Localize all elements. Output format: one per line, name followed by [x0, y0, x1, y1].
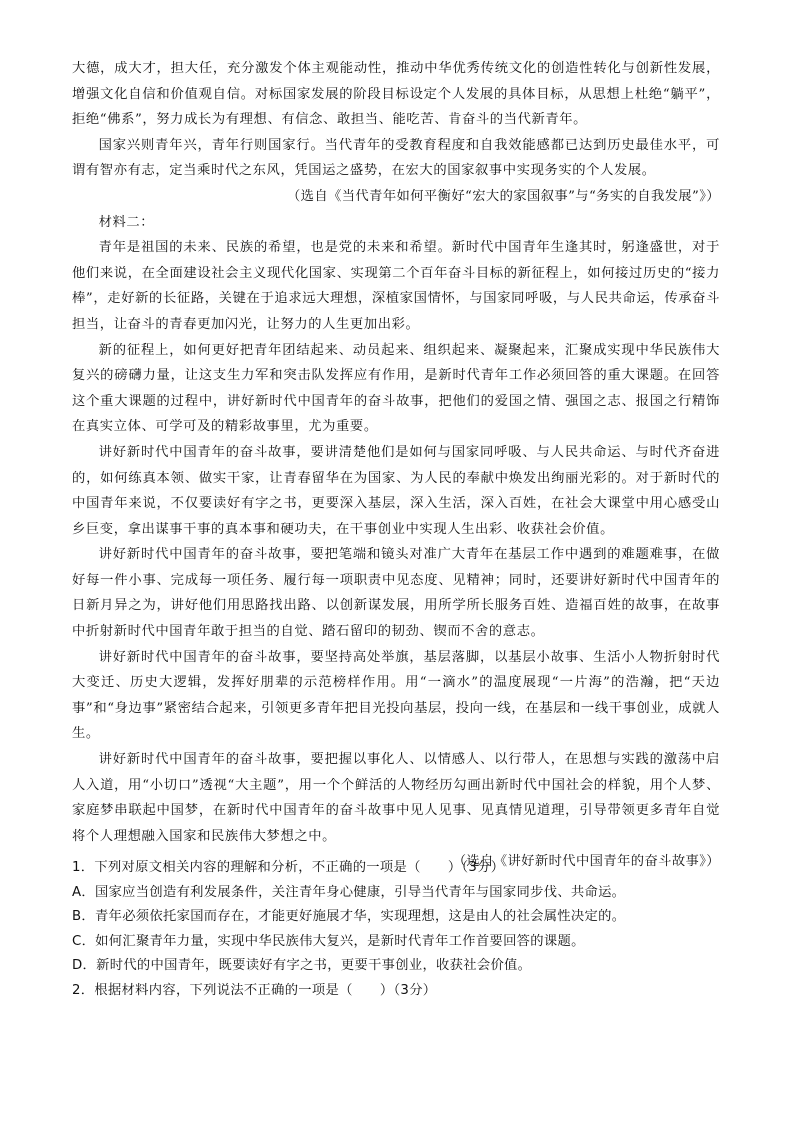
passage-paragraph: 讲好新时代中国青年的奋斗故事，要讲清楚他们是如何与国家同呼吸、与人民共命运、与时代齐奋进的，如何练真本领、做实干家，让青春留华在为国家、为人民的奉献中焕发出绚丽光彩的。对于新时代的中国青年来说，不仅要读好有字之书，更要深入基层，深入生活，深入百姓，在社会大课堂中用心感受山乡巨变，拿出谋事干事的真本事和硬功夫，在干事创业中实现人生出彩、收获社会价值。 — [72, 444, 720, 537]
answer-option-c: C．如何汇聚青年力量，实现中华民族伟大复兴，是新时代青年工作首要回答的课题。 — [72, 933, 585, 949]
question-stem: 1．下列对原文相关内容的理解和分析，不正确的一项是（ ）（3分） — [72, 860, 505, 875]
question-stem: 2．根据材料内容，下列说法不正确的一项是（ ）（3分） — [72, 982, 437, 998]
source-citation: （选自《讲好新时代中国青年的奋斗故事》） — [452, 854, 720, 870]
source-citation: （选自《当代青年如何平衡好“宏大的家国叙事”与“务实的自我发展”》） — [286, 188, 720, 204]
passage-paragraph: 讲好新时代中国青年的奋斗故事，要坚持高处举旗，基层落脚，以基层小故事、生活小人物折射时代大变迁、历史大逻辑，发挥好朋辈的示范榜样作用。用“一滴水”的温度展现“一片海”的浩瀚，把“天边事”和“身边事”紧密结合起来，引领更多青年把目光投向基层，投向一线，在基层和一线干事创业，成就人生。 — [72, 649, 720, 742]
material-label: 材料二： — [98, 214, 155, 230]
passage-paragraph: 讲好新时代中国青年的奋斗故事，要把笔端和镜头对准广大青年在基层工作中遇到的难题难事，在做好每一件小事、完成每一项任务、履行每一项职责中见态度、见精神；同时，还要讲好新时代中国青年的日新月异之为，讲好他们用思路找出路、以创新谋发展，用所学所长服务百姓、造福百姓的故事，在故事中折射新时代中国青年敢于担当的自觉、踏石留印的韧劲、锲而不舍的意志。 — [72, 547, 720, 640]
reading-passage — [72, 56, 720, 875]
passage-paragraph: 青年是祖国的未来、民族的希望，也是党的未来和希望。新时代中国青年生逢其时，躬逢盛世，对于他们来说，在全面建设社会主义现代化国家、实现第二个百年奋斗目标的新征程上，如何接过历史的“接力棒”，走好新的长征路，关键在于追求远大理想，深植家国情怀，与国家同呼吸，与人民共命运，传承奋斗担当，让奋斗的青春更加闪光，让努力的人生更加出彩。 — [72, 240, 720, 332]
passage-paragraph: 大德，成大才，担大任，充分激发个体主观能动性，推动中华优秀传统文化的创造性转化与创新性发展，增强文化自信和价值观自信。对标国家发展的阶段目标设定个人发展的具体目标，从思想上杜绝“躺平”，拒绝“佛系”，努力成长为有理想、有信念、敢担当、能吃苦、肯奋斗的当代新青年。 — [72, 61, 720, 128]
answer-option-a: A．国家应当创造有利发展条件，关注青年身心健康，引导当代青年与国家同步伐、共命运。 — [72, 884, 626, 900]
passage-paragraph: 国家兴则青年兴，青年行则国家行。当代青年的受教育程度和自我效能感都已达到历史最佳水平，可谓有智亦有志，定当乘时代之东风，凭国运之盛势，在宏大的国家叙事中实现务实的个人发展。 — [72, 137, 720, 179]
passage-paragraph: 新的征程上，如何更好把青年团结起来、动员起来、组织起来、凝聚起来，汇聚成实现中华民族伟大复兴的磅礴力量，让这支生力军和突击队发挥应有作用，是新时代青年工作必须回答的重大课题。在回答这个重大课题的过程中，讲好新时代中国青年的奋斗故事，把他们的爱国之情、强国之志、报国之行精饰在真实立体、可学可及的精彩故事里，尤为重要。 — [72, 342, 720, 435]
question-section — [72, 856, 722, 1004]
answer-option-b: B．青年必须依托家国而存在，才能更好施展才华，实现理想，这是由人的社会属性决定的。 — [72, 909, 626, 925]
answer-option-d: D．新时代的中国青年，既要读好有字之书，更要干事创业，收获社会价值。 — [72, 958, 532, 974]
passage-paragraph: 讲好新时代中国青年的奋斗故事，要把握以事化人、以情感人、以行带人，在思想与实践的激荡中启人入道，用“小切口”透视“大主题”，用一个个鲜活的人物经历勾画出新时代中国社会的样貌，用个人梦、家庭梦串联起中国梦，在新时代中国青年的奋斗故事中见人见事、见真情见道理，引导带领更多青年自觉将个人理想融入国家和民族伟大梦想之中。 — [72, 752, 720, 844]
